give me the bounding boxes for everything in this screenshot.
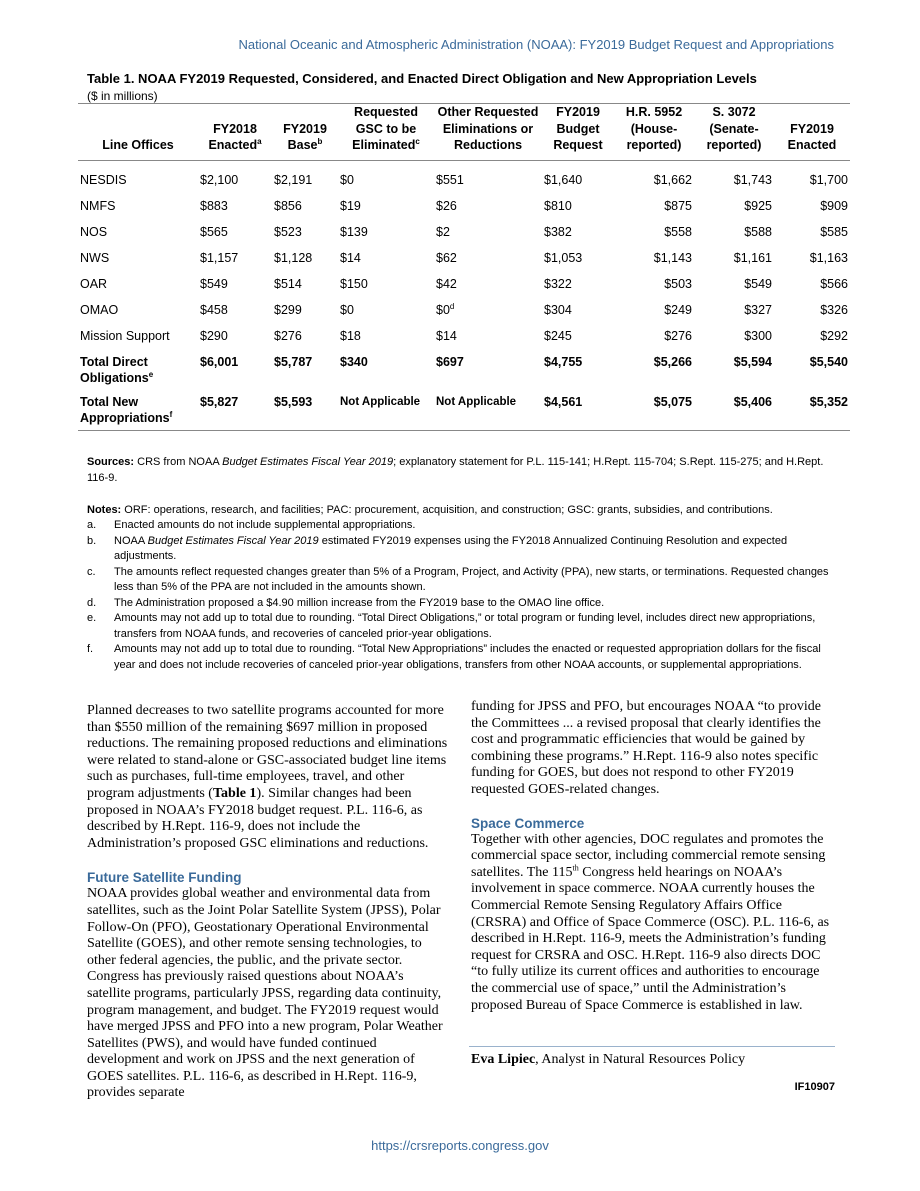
cell-other: $697 [436,354,464,369]
body-paragraph: funding for JPSS and PFO, but encourages NOAA “to provide the Committees ... a revised proposal that clearly identifies the cost and programmatic efficiencies that would be gained by combining these programs.” H.Rept. 116-9 also notes specific funding for GOES, but does not respond to other FY2019 requested GOES-related changes. [471,699,821,797]
col-header-fy2019-enacted: FY2019 Enacted [774,104,850,161]
sources-note: Sources: CRS from NOAA Budget Estimates Fiscal Year 2019; explanatory statement for P.L. 115-141; H.Rept. 115-704; S.Rept. 115-275; and H.Rept. 116-9. [87,456,824,484]
cell-house: $875 [664,198,692,213]
note-item: d. The Administration proposed a $4.90 million increase from the FY2019 base to the OMAO line office. [87,596,605,609]
table-row [78,250,850,276]
budget-table [78,103,850,431]
col-header-line-offices: Line Offices [78,104,198,161]
note-item: a. Enacted amounts do not include supplemental appropriations. [87,519,416,531]
future-satellite-heading: Future Satellite Funding [87,870,242,886]
cell-senate: $1,161 [733,250,772,265]
cell-other: $26 [436,198,457,213]
cell-fy18: $5,827 [198,394,272,431]
table-header-row [78,104,850,161]
cell-request: $1,053 [544,250,583,265]
data-table [78,103,850,431]
cell-other: $2 [436,224,450,239]
cell-enacted: $5,540 [809,354,848,369]
notes-intro: Notes: ORF: operations, research, and facilities; PAC: procurement, acquisition, and construction; GSC: grants, subsidies, and contributions. [87,504,773,516]
table-row [78,302,850,328]
cell-enacted: $5,352 [774,394,850,431]
body-paragraph: Together with other agencies, DOC regulates and promotes the commercial space sector, including commercial remote sensing satellites. The 115th Congress held hearings on NOAA’s involvement in space commerce. NOAA currently houses the Commercial Remote Sensing Regulatory Affairs Office (CRSRA) and Office of Space Commerce (OSC). P.L. 116-6, as described in H.Rept. 116-9, meets the Administration’s funding request for CRSRA and OSC. H.Rept. 116-9 also directs DOC “to fully utilize its current offices and authorities to encourage the commercial use of space,” until the Administration’s proposed Bureau of Space Commerce is established in law. [471,831,830,1013]
cell-office: Mission Support [80,328,170,343]
space-commerce-heading: Space Commerce [471,815,585,831]
table-notes [87,518,837,673]
cell-base: $2,191 [274,172,313,187]
table-row [78,224,850,250]
cell-fy18: $2,100 [200,172,239,187]
table-title: Table 1. NOAA FY2019 Requested, Considered, and Enacted Direct Obligation and New Appropriation Levels [87,71,757,86]
cell-enacted: $292 [820,328,848,343]
cell-request: $4,755 [544,354,583,369]
cell-request: $1,640 [544,172,583,187]
note-item: f. Amounts may not add up to total due to rounding. “Total New Appropriations” includes the enacted or requested appropriation dollars for the fiscal year and does not include recoveries of canceled prior-year obligations, transfers from other NOAA accounts, or supplemental appropriations. [87,643,821,671]
cell-gsc: $0 [340,302,354,317]
cell-office: OAR [80,276,108,291]
cell-base: $5,787 [274,354,313,369]
cell-office: NESDIS [80,172,127,187]
cell-office: Total Direct Obligations$^e$ [80,354,154,385]
right-column [471,699,837,1014]
running-header: National Oceanic and Atmospheric Administration (NOAA): FY2019 Budget Request and Appropriations [238,37,834,52]
table-row [78,160,850,198]
cell-base: $856 [274,198,302,213]
cell-house: $503 [664,276,692,291]
cell-enacted: $1,163 [809,250,848,265]
cell-senate: $5,594 [733,354,772,369]
col-header-s3072: S. 3072 (Senate-reported) [694,104,774,161]
left-column [87,703,448,1102]
cell-fy18: $1,157 [200,250,239,265]
cell-gsc: Not Applicable [338,394,434,431]
footer-url[interactable]: https://crsreports.congress.gov [371,1138,549,1153]
cell-senate: $300 [744,328,772,343]
note-item: e. Amounts may not add up to total due to rounding. “Total Direct Obligations,” or total program or funding level, includes direct new appropriations, transfers from NOAA funds, and recoveries of canceled prior-year obligations. [87,612,816,640]
cell-other: $42 [436,276,457,291]
total-direct-row [78,354,850,394]
note-item: c. The amounts reflect requested changes greater than 5% of a Program, Project, and Activity (PPA), new starts, or terminations. Requested changes less than 5% of the PPA are not included in the amounts shown. [87,565,829,593]
cell-other: $14 [436,328,457,343]
cell-gsc: $18 [340,328,361,343]
cell-enacted: $909 [820,198,848,213]
cell-enacted: $326 [820,302,848,317]
note-item: b. NOAA Budget Estimates Fiscal Year 2019 estimated FY2019 expenses using the FY2018 Annualized Continuing Resolution and expected adjustments. [87,534,788,562]
product-id: IF10907 [794,1081,835,1093]
cell-office: NMFS [80,198,116,213]
cell-senate: $549 [744,276,772,291]
col-header-fy2018-enacted: FY2018 Enacted$^a$ [198,104,272,161]
col-header-fy2019-request: FY2019 Budget Request [542,104,614,161]
col-header-hr5952: H.R. 5952 (House-reported) [614,104,694,161]
cell-request: $382 [544,224,572,239]
cell-other: $0$^d$ [436,301,455,317]
cell-office: Total New Appropriations$^f$ [78,394,198,431]
author-line: Eva Lipiec, Analyst in Natural Resources Policy [471,1052,746,1067]
cell-senate: $5,406 [694,394,774,431]
cell-base: $276 [274,328,302,343]
total-new-row [78,394,850,431]
cell-gsc: $340 [340,354,368,369]
cell-fy18: $883 [200,198,228,213]
cell-request: $304 [544,302,572,317]
cell-gsc: $139 [340,224,368,239]
cell-other: Not Applicable [434,394,542,431]
cell-office: NOS [80,224,108,239]
col-header-fy2019-base: FY2019 Base$^b$ [272,104,338,161]
cell-house: $1,143 [653,250,692,265]
table-subtitle: ($ in millions) [87,89,158,103]
cell-other: $551 [436,172,464,187]
cell-base: $5,593 [272,394,338,431]
cell-request: $322 [544,276,572,291]
table-row [78,276,850,302]
cell-fy18: $549 [200,276,228,291]
table-row [78,328,850,354]
cell-request: $4,561 [542,394,614,431]
author-divider [469,1046,835,1047]
cell-senate: $1,743 [733,172,772,187]
col-header-other-eliminations: Other Requested Eliminations or Reductions [434,104,542,161]
cell-house: $1,662 [653,172,692,187]
cell-office: OMAO [80,302,119,317]
cell-fy18: $6,001 [200,354,239,369]
cell-base: $523 [274,224,302,239]
cell-house: $5,266 [653,354,692,369]
cell-request: $245 [544,328,572,343]
cell-senate: $925 [744,198,772,213]
cell-senate: $327 [744,302,772,317]
cell-gsc: $150 [340,276,368,291]
table-row [78,198,850,224]
cell-gsc: $19 [340,198,361,213]
cell-other: $62 [436,250,457,265]
col-header-gsc-eliminated: Requested GSC to be Eliminated$^c$ [338,104,434,161]
cell-gsc: $14 [340,250,361,265]
cell-request: $810 [544,198,572,213]
cell-enacted: $1,700 [809,172,848,187]
cell-house: $249 [664,302,692,317]
cell-office: NWS [80,250,110,265]
cell-fy18: $565 [200,224,228,239]
cell-fy18: $458 [200,302,228,317]
cell-base: $299 [274,302,302,317]
cell-house: $276 [664,328,692,343]
body-paragraph: NOAA provides global weather and environmental data from satellites, such as the Joint Polar Satellite System (JPSS), Polar Follow-On (PFO), Geostationary Operational Environmental Satellite (GOES), and other remote sensing technologies, to other federal agencies, the public, and the private sector. Congress has previously raised questions about NOAA’s satellite programs, particularly JPSS, regarding data continuity, program management, and budget. The FY2019 request would have merged JPSS and PFO into a new program, Polar Weather Satellites (PWS), and would have funded continued development and work on JPSS and the next generation of GOES satellites. P.L. 116-6, as described in H.Rept. 116-9, provides separate [87,886,443,1101]
cell-base: $1,128 [274,250,313,265]
cell-house: $5,075 [614,394,694,431]
cell-senate: $588 [744,224,772,239]
cell-base: $514 [274,276,302,291]
cell-gsc: $0 [340,172,354,187]
cell-enacted: $585 [820,224,848,239]
cell-fy18: $290 [200,328,228,343]
body-paragraph: Planned decreases to two satellite programs accounted for more than $550 million of the remaining $697 million in proposed reductions. The remaining proposed reductions and eliminations were related to stand-alone or GSC-associated budget line items such as purchases, full-time employees, travel, and other program adjustments (Table 1). Similar changes had been proposed in NOAA’s FY2018 budget request. P.L. 116-6, as described by H.Rept. 116-9, does not include the Administration’s proposed GSC eliminations and reductions. [87,703,448,851]
cell-enacted: $566 [820,276,848,291]
cell-house: $558 [664,224,692,239]
